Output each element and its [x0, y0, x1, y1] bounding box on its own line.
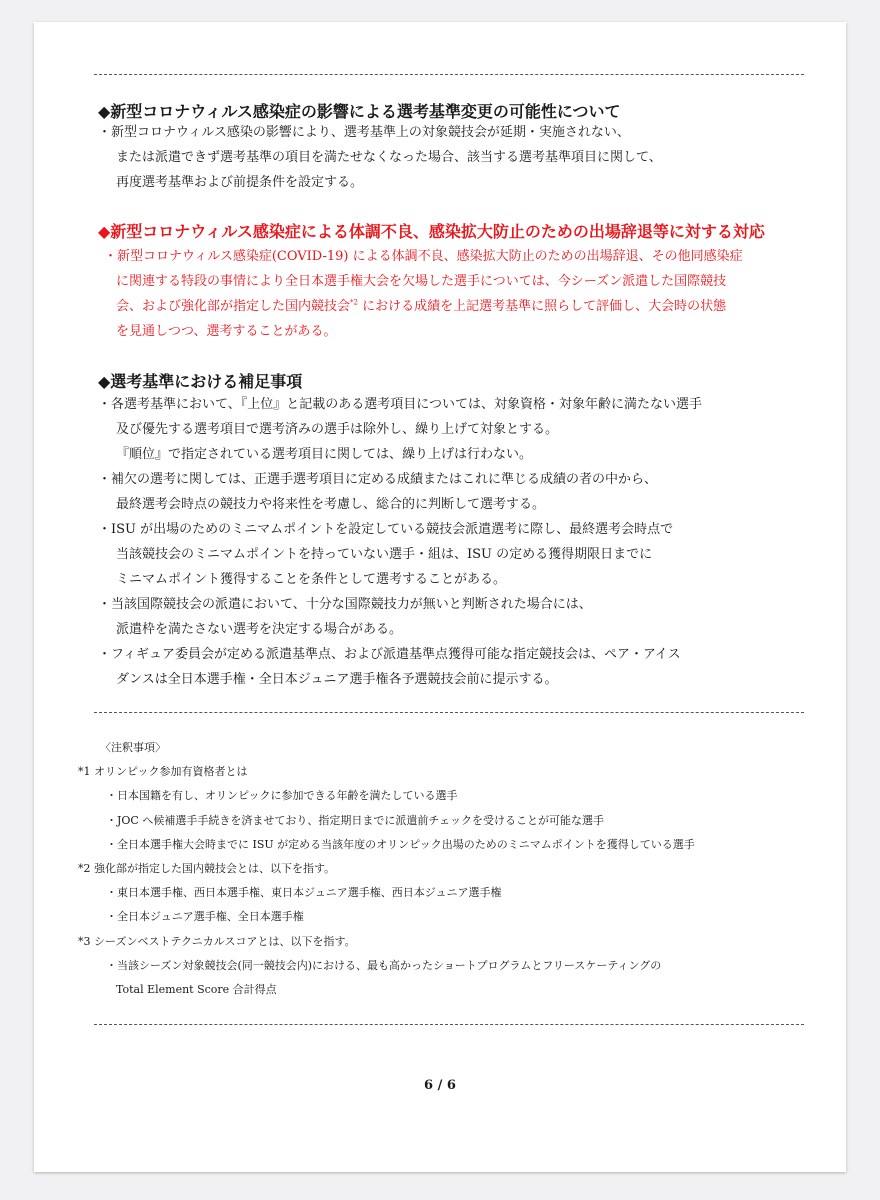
section-heading-withdrawal: ◆新型コロナウィルス感染症による体調不良、感染拡大防止のための出場辞退等に対する対応	[98, 222, 765, 241]
text-line	[98, 294, 818, 319]
text-line: 派遣枠を満たさない選考を決定する場合がある。	[116, 622, 403, 637]
text-line: ・当該国際競技会の派遣において、十分な国際競技力が無いと判断された場合には、	[98, 597, 592, 612]
text-fragment: における成績を上記選考基準に照らして評価し、大会時の状態	[357, 299, 727, 314]
annotations-section	[78, 736, 818, 1002]
text-line: ・フィギュア委員会が定める派遣基準点、および派遣基準点獲得可能な指定競技会は、ペア・アイス	[98, 647, 681, 662]
text-line: ・補欠の選考に関しては、正選手選考項目に定める成績またはこれに準じる成績の者の中から、	[98, 472, 658, 487]
text-line: または派遣できず選考基準の項目を満たせなくなった場合、該当する選考基準項目に関して、	[116, 150, 662, 165]
text-line: 再度選考基準および前提条件を設定する。	[116, 175, 364, 190]
text-line: に関連する特段の事情により全日本選手権大会を欠場した選手については、今シーズン派遣した国際競技	[116, 274, 727, 289]
note-line: ・当該シーズン対象競技会(同一競技会内)における、最も高かったショートプログラムとフリースケーティングの	[106, 958, 662, 972]
text-line: ・各選考基準において、『上位』と記載のある選考項目については、対象資格・対象年齢に満たない選手	[98, 397, 702, 412]
note-line: *1 オリンピック参加有資格者とは	[78, 765, 248, 779]
document-page	[34, 22, 846, 1172]
text-line: 『順位』で指定されている選考項目に関しては、繰り上げは行わない。	[116, 447, 533, 462]
dashed-divider-middle	[94, 712, 804, 713]
text-line: 及び優先する選考項目で選考済みの選手は除外し、繰り上げて対象とする。	[116, 422, 559, 437]
annotations-title: 〈注釈事項〉	[100, 741, 166, 754]
note-line: ・日本国籍を有し、オリンピックに参加できる年齢を満たしている選手	[106, 789, 458, 803]
text-line: ・新型コロナウィルス感染症(COVID-19) による体調不良、感染拡大防止のための出場辞退、その他同感染症	[104, 249, 743, 264]
text-line: ダンスは全日本選手権・全日本ジュニア選手権各予選競技会前に提示する。	[116, 672, 558, 687]
page-number: 6 / 6	[424, 1078, 456, 1093]
note-line: *2 強化部が指定した国内競技会とは、以下を指す。	[78, 862, 336, 876]
text-line: 当該競技会のミニマムポイントを持っていない選手・組は、ISU の定める獲得期限日までに	[116, 547, 653, 562]
text-fragment: 会、および強化部が指定した国内競技会	[116, 299, 351, 314]
note-line: *3 シーズンベストテクニカルスコアとは、以下を指す。	[78, 934, 356, 948]
note-line: ・全日本ジュニア選手権、全日本選手権	[106, 910, 304, 924]
text-line: 最終選考会時点の競技力や将来性を考慮し、総合的に判断して選考する。	[116, 497, 546, 512]
text-line: ・新型コロナウィルス感染の影響により、選考基準上の対象競技会が延期・実施されない、	[98, 125, 630, 140]
section-body-supplementary	[98, 392, 818, 692]
note-line: ・東日本選手権、西日本選手権、東日本ジュニア選手権、西日本ジュニア選手権	[106, 886, 502, 900]
footnote-ref-2: *2	[350, 298, 358, 307]
section-body-covid-impact	[98, 120, 818, 195]
section-heading-covid-impact: ◆新型コロナウィルス感染症の影響による選考基準変更の可能性について	[98, 102, 621, 121]
note-line: ・JOC へ候補選手手続きを済ませており、指定期日までに派遣前チェックを受けることが可能な選手	[106, 813, 605, 827]
section-heading-supplementary: ◆選考基準における補足事項	[98, 372, 303, 391]
section-body-withdrawal	[98, 244, 818, 344]
text-line: ・ISU が出場のためのミニマムポイントを設定している競技会派遣選考に際し、最終選考会時点で	[98, 522, 674, 537]
note-line: Total Element Score 合計得点	[116, 983, 277, 997]
text-line: ミニマムポイント獲得することを条件として選考することがある。	[116, 572, 507, 587]
note-line: ・全日本選手権大会時までに ISU が定める当該年度のオリンピック出場のためのミニマムポイントを獲得している選手	[106, 837, 695, 851]
dashed-divider-top	[94, 74, 804, 75]
text-line: を見通しつつ、選考することがある。	[116, 324, 337, 339]
dashed-divider-bottom	[94, 1024, 804, 1025]
